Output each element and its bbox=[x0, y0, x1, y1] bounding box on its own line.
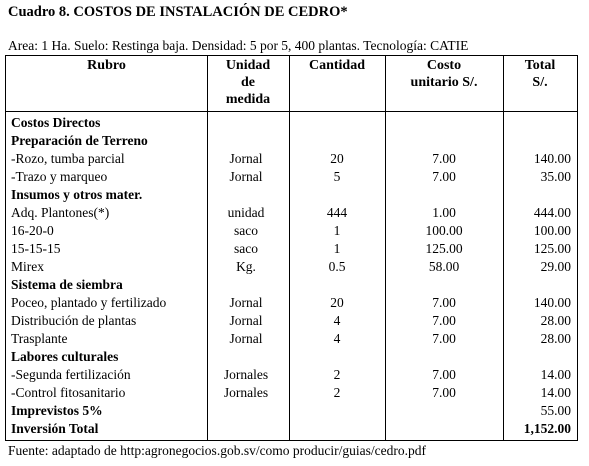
cantidad-cell: 1 bbox=[333, 241, 341, 256]
header-cantidad: Cantidad bbox=[308, 58, 366, 73]
table-row bbox=[6, 114, 577, 132]
unidad-cell: saco bbox=[234, 223, 258, 238]
unidad-cell: saco bbox=[234, 241, 258, 256]
table-row bbox=[6, 330, 577, 348]
header-rubro: Rubro bbox=[87, 58, 126, 73]
cost-table bbox=[5, 55, 578, 441]
cantidad-cell: 20 bbox=[330, 151, 344, 166]
costo-cell: 1.00 bbox=[432, 205, 456, 220]
table-row bbox=[6, 186, 577, 204]
table-row bbox=[6, 402, 577, 420]
total-cell: 1,152.00 bbox=[523, 421, 571, 436]
cantidad-cell: 5 bbox=[333, 169, 341, 184]
costo-cell: 7.00 bbox=[432, 313, 456, 328]
rubro-cell: Sistema de siembra bbox=[11, 277, 123, 292]
costo-cell: 7.00 bbox=[432, 385, 456, 400]
table-row bbox=[6, 366, 577, 384]
costo-cell: 7.00 bbox=[432, 295, 456, 310]
table-row bbox=[6, 132, 577, 150]
rubro-cell: 15-15-15 bbox=[11, 241, 61, 256]
table-title: Cuadro 8. COSTOS DE INSTALACIÓN DE CEDRO* bbox=[8, 4, 348, 20]
total-cell: 28.00 bbox=[540, 313, 571, 328]
unidad-cell: Kg. bbox=[236, 259, 256, 274]
unidad-cell: Jornal bbox=[229, 295, 263, 310]
total-cell: 125.00 bbox=[533, 241, 571, 256]
unidad-cell: Jornal bbox=[229, 151, 263, 166]
rubro-cell: -Rozo, tumba parcial bbox=[11, 151, 125, 166]
rubro-cell: -Control fitosanitario bbox=[11, 385, 126, 400]
costo-cell: 58.00 bbox=[428, 259, 460, 274]
cantidad-cell: 2 bbox=[333, 385, 341, 400]
total-cell: 29.00 bbox=[540, 259, 571, 274]
rubro-cell: Inversión Total bbox=[11, 421, 99, 436]
costo-cell: 7.00 bbox=[432, 169, 456, 184]
cantidad-cell: 444 bbox=[326, 205, 348, 220]
table-row bbox=[6, 312, 577, 330]
unidad-cell: Jornal bbox=[229, 331, 263, 346]
rubro-cell: Insumos y otros mater. bbox=[11, 187, 143, 202]
total-cell: 140.00 bbox=[533, 151, 571, 166]
cantidad-cell: 2 bbox=[333, 367, 341, 382]
costo-cell: 7.00 bbox=[432, 151, 456, 166]
header-total: Total S/. bbox=[524, 58, 556, 90]
table-row bbox=[6, 420, 577, 438]
total-cell: 140.00 bbox=[533, 295, 571, 310]
total-cell: 444.00 bbox=[533, 205, 571, 220]
table-row bbox=[6, 258, 577, 276]
source-note: Fuente: adaptado de http:agronegocios.gob.sv/como producir/guias/cedro.pdf bbox=[8, 443, 427, 458]
table-row bbox=[6, 204, 577, 222]
rubro-cell: Labores culturales bbox=[11, 349, 119, 364]
costo-cell: 125.00 bbox=[425, 241, 463, 256]
table-row bbox=[6, 384, 577, 402]
costo-cell: 100.00 bbox=[425, 223, 463, 238]
table-header bbox=[6, 56, 577, 112]
cantidad-cell: 4 bbox=[333, 331, 341, 346]
table-row bbox=[6, 222, 577, 240]
costo-cell: 7.00 bbox=[432, 367, 456, 382]
rubro-cell: Costos Directos bbox=[11, 115, 101, 130]
rubro-cell: Distribución de plantas bbox=[11, 313, 137, 328]
table-row bbox=[6, 168, 577, 186]
unidad-cell: Jornal bbox=[229, 169, 263, 184]
rubro-cell: Adq. Plantones(*) bbox=[11, 205, 110, 220]
unidad-cell: unidad bbox=[227, 205, 265, 220]
table-row bbox=[6, 150, 577, 168]
cantidad-cell: 20 bbox=[330, 295, 344, 310]
total-cell: 100.00 bbox=[533, 223, 571, 238]
rubro-cell: Imprevistos 5% bbox=[11, 403, 103, 418]
table-row bbox=[6, 294, 577, 312]
table-row bbox=[6, 348, 577, 366]
total-cell: 55.00 bbox=[540, 403, 571, 418]
total-cell: 14.00 bbox=[540, 385, 571, 400]
rubro-cell: Poceo, plantado y fertilizado bbox=[11, 295, 167, 310]
rubro-cell: -Segunda fertilización bbox=[11, 367, 131, 382]
unidad-cell: Jornal bbox=[229, 313, 263, 328]
rubro-cell: Mirex bbox=[11, 259, 44, 274]
cantidad-cell: 0.5 bbox=[328, 259, 346, 274]
header-costo: Costo unitario S/. bbox=[410, 58, 478, 90]
cantidad-cell: 4 bbox=[333, 313, 341, 328]
header-unidad: Unidad de medida bbox=[225, 58, 271, 107]
table-row bbox=[6, 240, 577, 258]
rubro-cell: 16-20-0 bbox=[11, 223, 54, 238]
rubro-cell: Trasplante bbox=[11, 331, 68, 346]
cantidad-cell: 1 bbox=[333, 223, 341, 238]
total-cell: 28.00 bbox=[540, 331, 571, 346]
total-cell: 14.00 bbox=[540, 367, 571, 382]
table-row bbox=[6, 276, 577, 294]
unidad-cell: Jornales bbox=[223, 367, 269, 382]
rubro-cell: Preparación de Terreno bbox=[11, 133, 148, 148]
table-subtitle: Area: 1 Ha. Suelo: Restinga baja. Densidad: 5 por 5, 400 plantas. Tecnología: CATIE bbox=[8, 38, 469, 53]
total-cell: 35.00 bbox=[540, 169, 571, 184]
rubro-cell: -Trazo y marqueo bbox=[11, 169, 108, 184]
unidad-cell: Jornales bbox=[223, 385, 269, 400]
costo-cell: 7.00 bbox=[432, 331, 456, 346]
